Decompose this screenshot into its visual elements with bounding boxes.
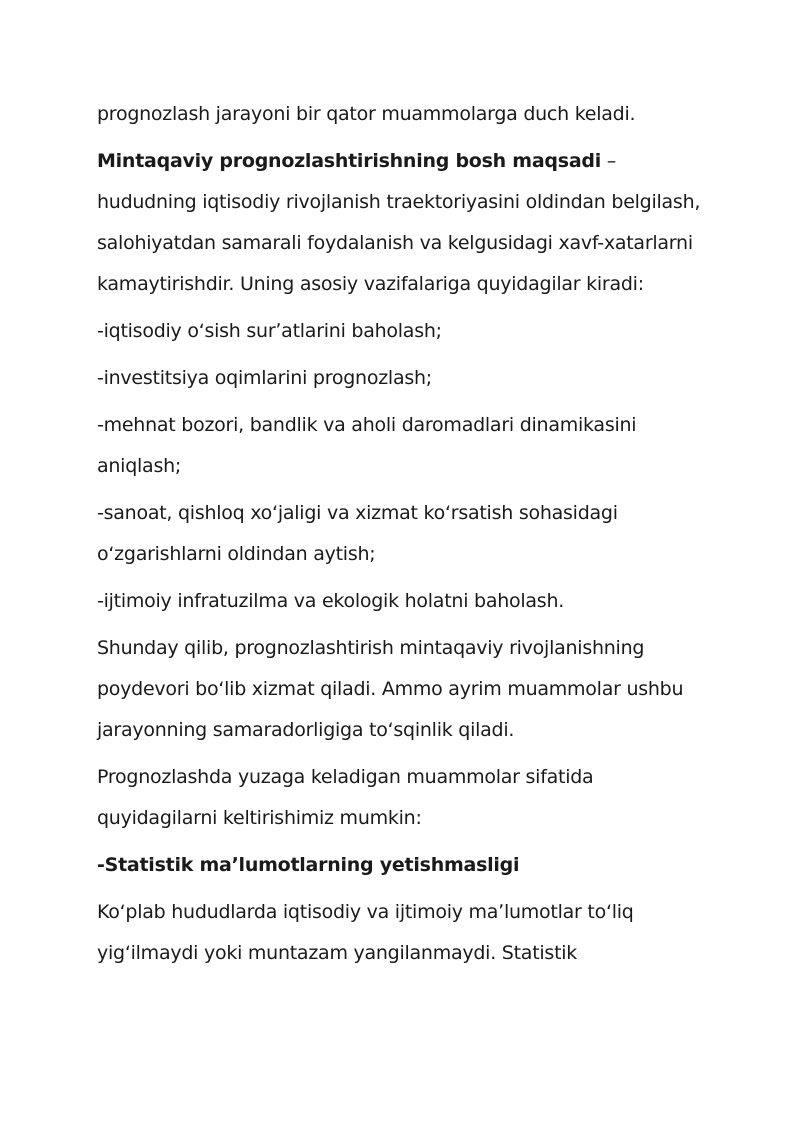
goal-text: – hududning iqtisodiy rivojlanish traektoriyasini oldindan belgilash, salohiyatdan samarali foydalanish va kelgusidagi xavf-xatarlarni kamaytirishdir. Uning asosiy vazifalariga quyidagilar kiradi: (97, 150, 701, 295)
section-heading: -Statistik maʼlumotlarning yetishmasligi (97, 854, 520, 876)
list-item: -sanoat, qishloq xoʻjaligi va xizmat koʻrsatish sohasidagi oʻzgarishlarni oldindan aytish; (97, 502, 618, 565)
paragraph-problems-intro: Prognozlashda yuzaga keladigan muammolar sifatida quyidagilarni keltirishimiz mumkin: (97, 766, 594, 829)
paragraph-intro: prognozlash jarayoni bir qator muammolarga duch keladi. (97, 103, 636, 125)
list-item: -investitsiya oqimlarini prognozlash; (97, 367, 432, 389)
paragraph-conclusion: Shunday qilib, prognozlashtirish mintaqaviy rivojlanishning poydevori boʻlib xizmat qiladi. Ammo ayrim muammolar ushbu jarayonning samaradorligiga toʻsqinlik qiladi. (97, 637, 684, 741)
paragraph-statistics: Koʻplab hududlarda iqtisodiy va ijtimoiy maʼlumotlar toʻliq yigʻilmaydi yoki muntazam yangilanmaydi. Statistik (97, 901, 634, 964)
document-body (97, 94, 717, 980)
goal-bold-phrase: Mintaqaviy prognozlashtirishning bosh maqsadi (97, 150, 602, 172)
paragraph-goal (97, 141, 717, 305)
list-item: -ijtimoiy infratuzilma va ekologik holatni baholash. (97, 590, 565, 612)
list-item: -iqtisodiy oʻsish surʼatlarini baholash; (97, 320, 442, 342)
list-item: -mehnat bozori, bandlik va aholi daromadlari dinamikasini aniqlash; (97, 414, 637, 477)
